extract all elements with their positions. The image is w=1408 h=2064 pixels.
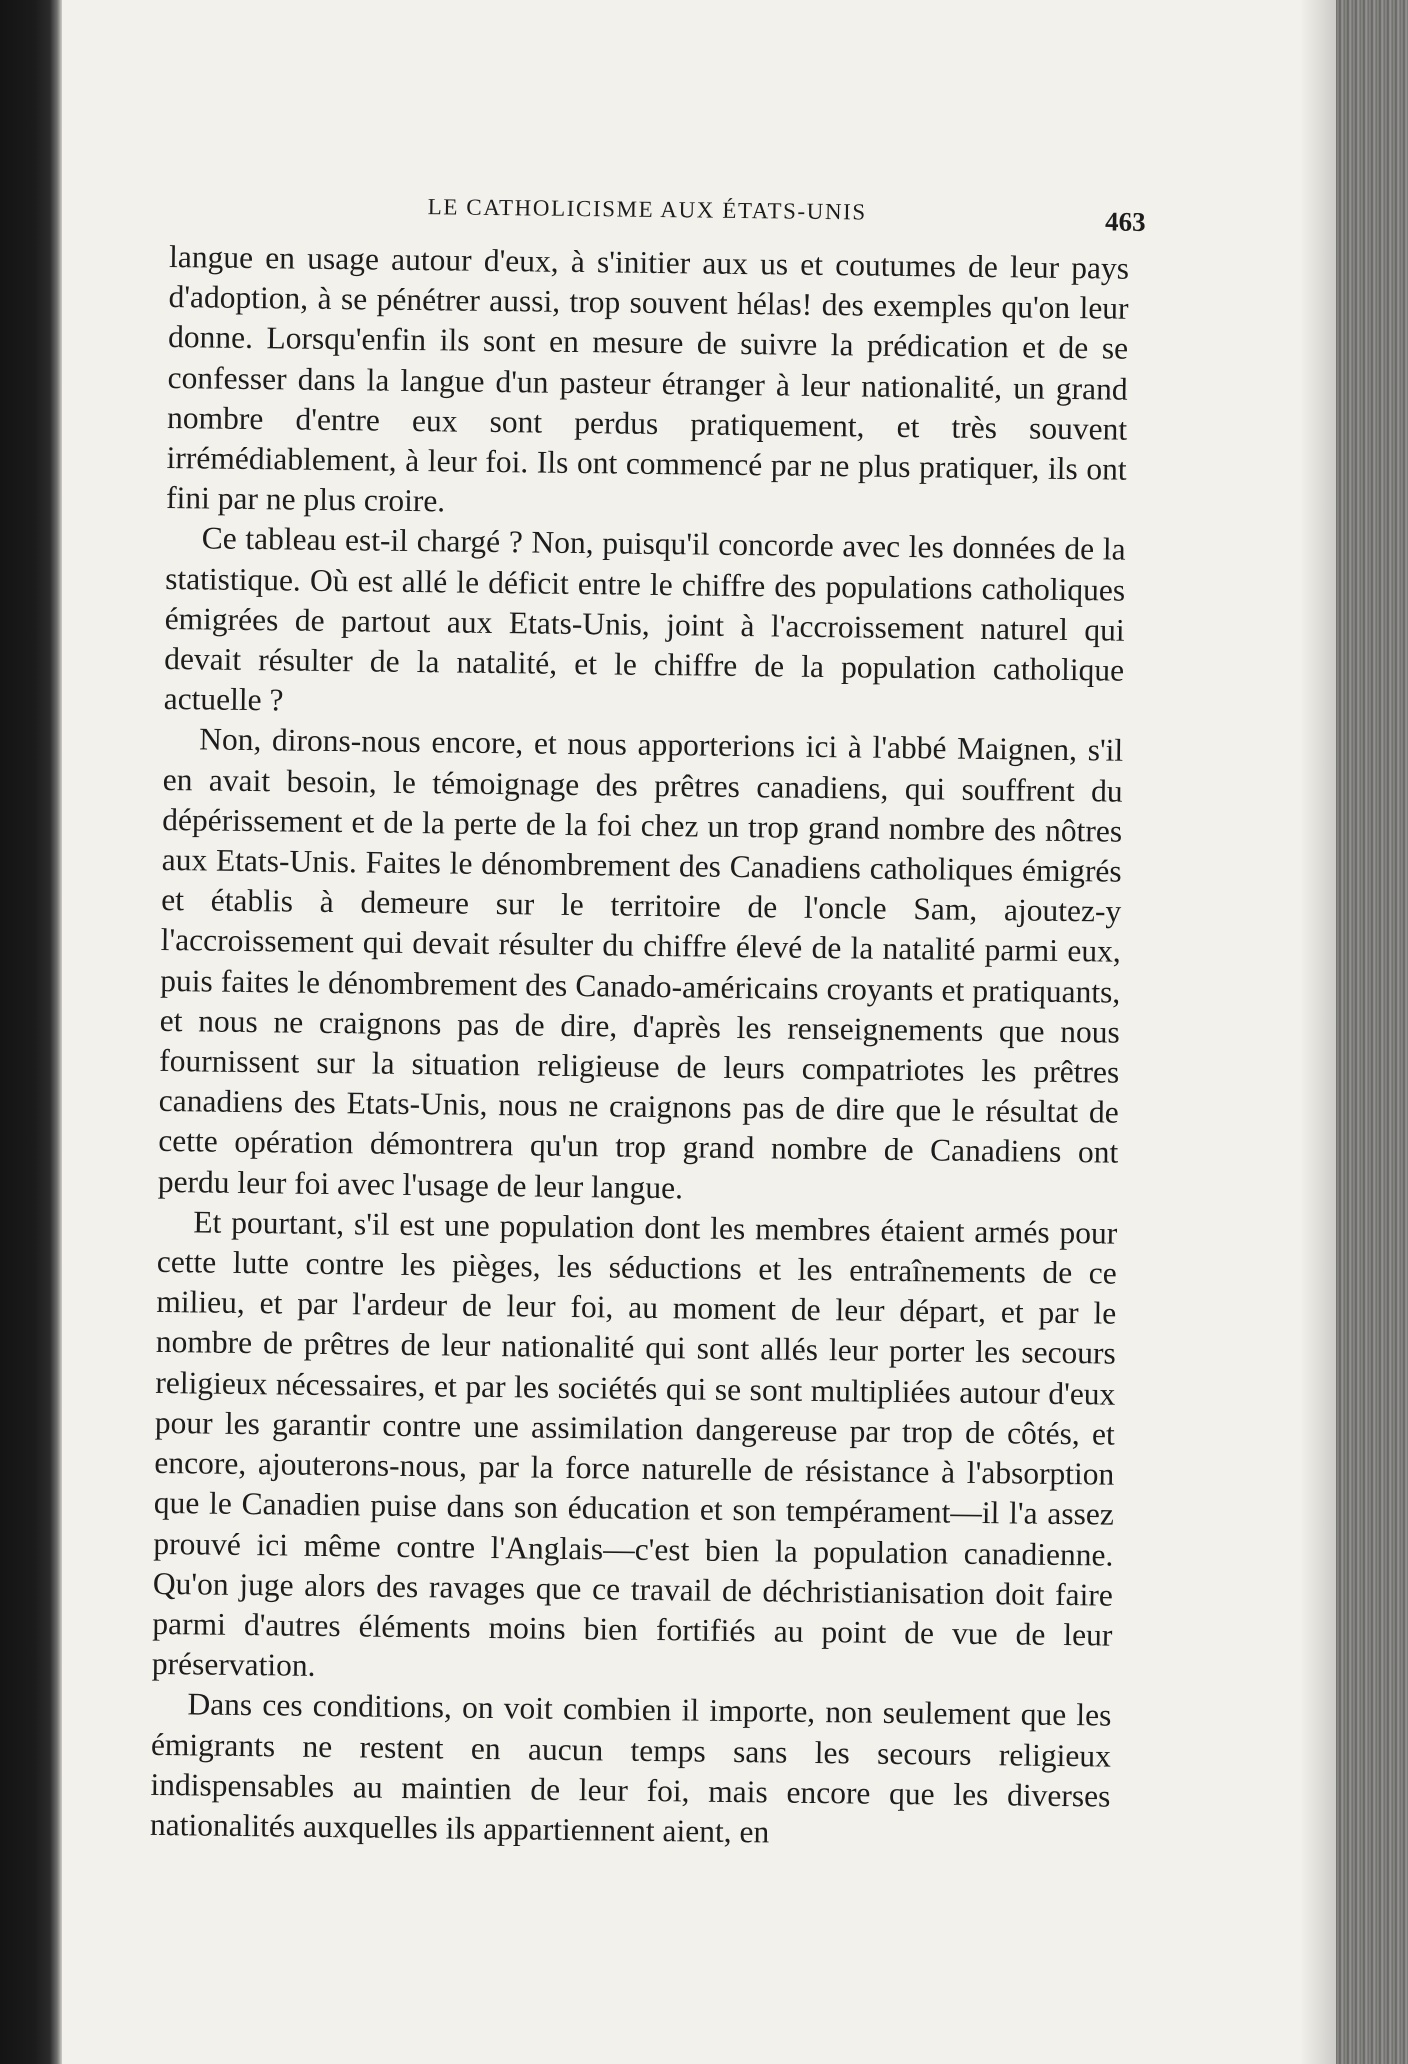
- paragraph: langue en usage autour d'eux, à s'initier aux us et coutumes de leur pays d'adoption, à se pénétrer aussi, trop souvent hélas! des exemples qu'on leur donne. Lorsqu'enfin ils sont en mesure de suivre la prédication et de se confesser dans la langue d'un pasteur étranger à leur nationalité, un grand nombre d'entre eux sont perdus pratiquement, et très souvent irrémédiablement, à leur foi. Ils ont commencé par ne plus pratiquer, ils ont fini par ne plus croire.: [165, 238, 1130, 519]
- paragraph: Et pourtant, s'il est une population dont les membres étaient armés pour cette lutte contre les pièges, les séductions et les entraînements de ce milieu, et par l'ardeur de leur foi, au moment de leur départ, et par le nombre de prêtres de leur nationalité qui sont allés leur porter les secours religieux nécessaires, et par les sociétés qui se sont multipliées autour d'eux pour les garantir contre une assimilation dangereuse par trop de côtés, et encore, ajouterons-nous, par la force naturelle de résistance à l'absorption que le Canadien puise dans son éducation et son tempérament—il l'a assez prouvé ici même contre l'Anglais—c'est bien la population canadienne. Qu'on juge alors des ravages que ce travail de déchristianisation doit faire parmi d'autres éléments moins bien fortifiés au point de vue de leur préservation.: [151, 1204, 1118, 1683]
- book-gutter-shadow: [0, 0, 62, 2064]
- page-edge-shadow: [1300, 0, 1336, 2064]
- book-page-edges: [1336, 0, 1408, 2064]
- paragraph: Ce tableau est-il chargé ? Non, puisqu'il concorde avec les données de la statistique. Où est allé le déficit entre le chiffre des populations catholiques émigrées de partout aux Etats-Unis, joint à l'accroissement naturel qui devait résulter de la natalité, et le chiffre de la population catholique actuelle ?: [163, 520, 1126, 718]
- page-number: 463: [1104, 206, 1146, 237]
- book-page: [148, 185, 1146, 1957]
- running-title: LE CATHOLICISME AUX ÉTATS-UNIS: [427, 194, 867, 225]
- paragraph: Dans ces conditions, on voit combien il importe, non seulement que les émigrants ne restent en aucun temps sans les secours religieux indispensables au maintien de leur foi, mais encore que les diverses nationalités auxquelles ils appartiennent aient, en: [149, 1686, 1112, 1850]
- body-text: [150, 237, 1130, 1857]
- paragraph: Non, dirons-nous encore, et nous apporterions ici à l'abbé Maignen, s'il en avait besoin, le témoignage des prêtres canadiens, qui souffrent du dépérissement et de la perte de la foi chez un trop grand nombre des nôtres aux Etats-Unis. Faites le dénombrement des Canadiens catholiques émigrés et établis à demeure sur le territoire de l'oncle Sam, ajoutez-y l'accroissement qui devait résulter du chiffre élevé de la natalité parmi eux, puis faites le dénombrement des Canado-américains croyants et pratiquants, et nous ne craignons pas de dire, d'après les renseignements que nous fournissent sur la situation religieuse de leurs compatriotes les prêtres canadiens des Etats-Unis, nous ne craignons pas de dire que le résultat de cette opération démontrera qu'un trop grand nombre de Canadiens ont perdu leur foi avec l'usage de leur langue.: [157, 721, 1124, 1206]
